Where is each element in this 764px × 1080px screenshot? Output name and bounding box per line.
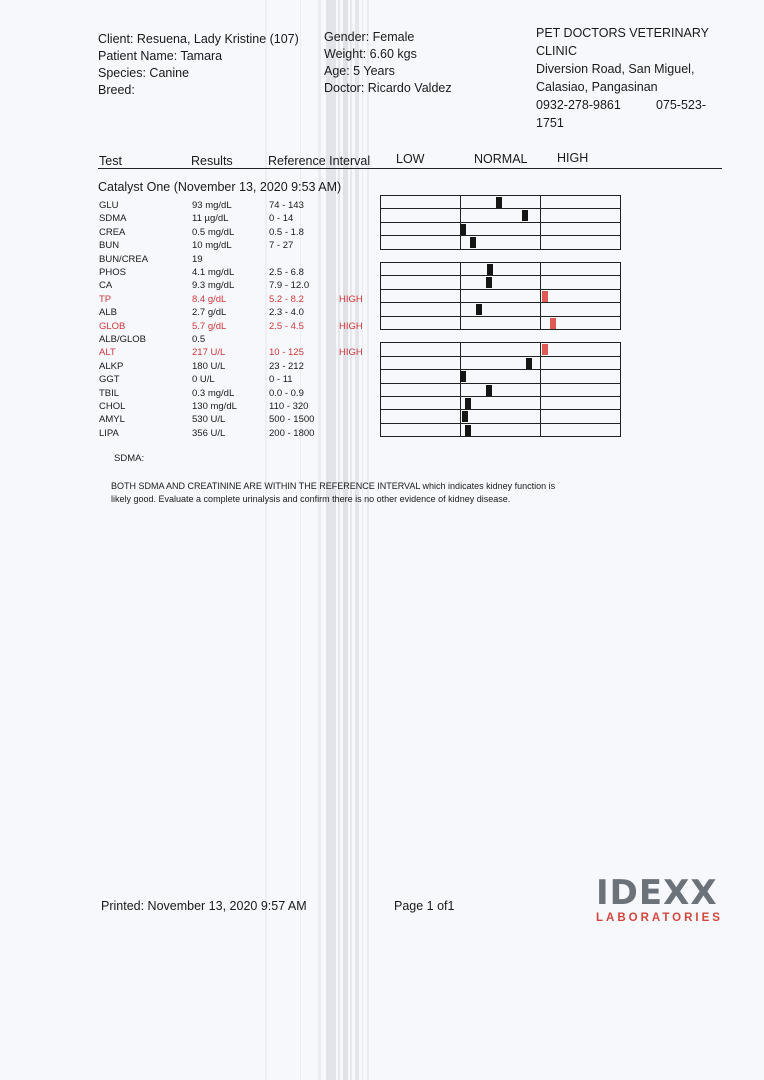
test-reference: 0.5 - 1.8 — [269, 226, 304, 238]
result-marker — [476, 304, 482, 315]
result-marker — [465, 425, 471, 436]
test-result: 11 µg/dL — [192, 213, 229, 225]
chart-divider — [460, 343, 461, 355]
chart-divider — [460, 357, 461, 369]
chart-divider — [460, 236, 461, 248]
test-result: 356 U/L — [192, 427, 226, 439]
test-result: 19 — [192, 253, 203, 265]
col-high: HIGH — [557, 151, 589, 165]
test-result: 5.7 g/dL — [192, 320, 227, 332]
test-result: 0 U/L — [192, 374, 215, 386]
test-result: 10 mg/dL — [192, 240, 232, 252]
chart-row — [381, 290, 620, 303]
col-results: Results — [191, 154, 233, 168]
result-marker — [542, 291, 548, 302]
test-reference: 74 - 143 — [269, 200, 304, 211]
chart-row — [381, 384, 620, 397]
test-name: SDMA — [99, 213, 127, 225]
note-label: SDMA: — [114, 453, 145, 464]
chart-divider — [460, 424, 461, 436]
chart-row — [381, 424, 620, 437]
chart-divider — [460, 397, 461, 409]
test-reference: 2.5 - 6.8 — [269, 267, 304, 278]
header-rule — [98, 168, 722, 169]
test-reference: 10 - 125 — [269, 347, 304, 359]
chart-divider — [540, 196, 541, 208]
test-reference: 2.5 - 4.5 — [269, 320, 304, 332]
chart-divider — [540, 263, 541, 275]
species: Species: Canine — [98, 66, 190, 80]
result-marker — [522, 210, 528, 221]
clinic-phone1: 0932-278-9861 — [536, 98, 621, 112]
printed-timestamp: Printed: November 13, 2020 9:57 AM — [101, 899, 307, 913]
note-body — [111, 480, 611, 506]
breed: Breed: — [98, 83, 135, 97]
test-name: GGT — [99, 374, 120, 386]
patient-name: Patient Name: Tamara — [98, 49, 223, 63]
test-result: 4.1 mg/dL — [192, 267, 235, 278]
col-low: LOW — [396, 152, 425, 166]
clinic-phone2-cont: 1751 — [536, 116, 564, 130]
chart-divider — [540, 370, 541, 382]
clinic-address-line2: Calasiao, Pangasinan — [536, 80, 658, 94]
result-marker — [486, 385, 492, 396]
chart-row — [381, 410, 620, 423]
test-result: 180 U/L — [192, 360, 226, 372]
test-result: 0.3 mg/dL — [192, 387, 235, 399]
chart-divider — [540, 410, 541, 422]
test-result: 0.5 — [192, 334, 206, 345]
test-flag: HIGH — [339, 347, 363, 359]
test-name: GLU — [99, 200, 119, 211]
note-line2: likely good. Evaluate a complete urinalysis and confirm there is no other evidence of kidney disease. — [111, 494, 511, 504]
test-reference: 7 - 27 — [269, 240, 294, 252]
chart-block — [380, 195, 621, 250]
chart-row — [381, 343, 620, 356]
test-reference: 0.0 - 0.9 — [269, 387, 304, 399]
chart-divider — [540, 397, 541, 409]
test-reference: 0 - 11 — [269, 374, 293, 386]
chart-divider — [540, 317, 541, 329]
chart-divider — [540, 209, 541, 221]
col-reference: Reference Interval — [268, 154, 371, 168]
chart-divider — [460, 303, 461, 315]
chart-divider — [460, 276, 461, 288]
test-result: 530 U/L — [192, 414, 226, 426]
test-reference: 7.9 - 12.0 — [269, 280, 310, 292]
chart-divider — [540, 424, 541, 436]
result-marker — [465, 398, 471, 409]
weight: Weight: 6.60 kgs — [324, 47, 417, 61]
chart-row — [381, 263, 620, 276]
test-reference: 0 - 14 — [269, 213, 294, 225]
chart-row — [381, 209, 620, 222]
logo-word: IDEXX — [596, 873, 718, 913]
clinic-phone-row — [536, 96, 706, 114]
col-normal: NORMAL — [474, 152, 528, 166]
test-name: BUN/CREA — [99, 253, 149, 265]
test-name: CHOL — [99, 401, 126, 412]
test-result: 8.4 g/dL — [192, 293, 227, 305]
chart-row — [381, 303, 620, 316]
test-result: 130 mg/dL — [192, 401, 237, 412]
chart-row — [381, 317, 620, 330]
idexx-logo — [596, 873, 728, 924]
test-flag: HIGH — [339, 293, 363, 305]
chart-row — [381, 370, 620, 383]
test-name: GLOB — [99, 320, 126, 332]
result-marker — [526, 358, 532, 369]
chart-row — [381, 236, 620, 249]
test-name: ALT — [99, 347, 116, 359]
result-marker — [462, 411, 468, 422]
chart-row — [381, 196, 620, 209]
test-reference: 23 - 212 — [269, 360, 304, 372]
test-name: TP — [99, 293, 112, 305]
chart-divider — [460, 317, 461, 329]
test-name: AMYL — [99, 414, 125, 426]
chart-block — [380, 262, 621, 330]
test-name: LIPA — [99, 427, 119, 439]
test-name: ALKP — [99, 360, 124, 372]
clinic-info — [536, 24, 736, 132]
client-name: Client: Resuena, Lady Kristine (107) — [98, 32, 299, 46]
result-marker — [460, 224, 466, 235]
clinic-name-line1: PET DOCTORS VETERINARY — [536, 26, 709, 40]
test-result: 0.5 mg/dL — [192, 226, 235, 238]
chart-row — [381, 397, 620, 410]
chart-row — [381, 223, 620, 236]
chart-row — [381, 357, 620, 370]
test-name: CREA — [99, 226, 126, 238]
test-reference: 5.2 - 8.2 — [269, 293, 304, 305]
test-name: BUN — [99, 240, 120, 252]
test-reference: 2.3 - 4.0 — [269, 307, 304, 319]
chart-divider — [540, 223, 541, 235]
chart-divider — [540, 384, 541, 396]
age: Age: 5 Years — [324, 64, 395, 78]
section-title: Catalyst One (November 13, 2020 9:53 AM) — [98, 180, 342, 194]
chart-row — [381, 276, 620, 289]
logo-sub: LABORATORIES — [596, 912, 723, 924]
result-marker — [550, 318, 556, 329]
doctor: Doctor: Ricardo Valdez — [324, 81, 452, 95]
test-name: TBIL — [99, 387, 120, 399]
chart-divider — [540, 303, 541, 315]
clinic-phone2: 075-523- — [655, 98, 706, 112]
note-line1: BOTH SDMA AND CREATININE ARE WITHIN THE REFERENCE INTERVAL which indicates kidney function is — [111, 481, 556, 491]
result-marker — [470, 237, 476, 248]
test-reference: 200 - 1800 — [269, 427, 315, 439]
chart-divider — [540, 236, 541, 248]
result-marker — [496, 197, 502, 208]
result-marker — [542, 344, 548, 355]
test-name: ALB — [99, 307, 117, 319]
test-result: 2.7 g/dL — [192, 307, 227, 319]
chart-divider — [460, 196, 461, 208]
chart-divider — [460, 384, 461, 396]
test-reference: 500 - 1500 — [269, 414, 315, 426]
result-marker — [486, 277, 492, 288]
test-result: 93 mg/dL — [192, 200, 232, 211]
col-test: Test — [99, 154, 122, 168]
chart-divider — [460, 290, 461, 302]
result-marker — [487, 264, 493, 275]
test-name: CA — [99, 280, 113, 292]
chart-divider — [540, 276, 541, 288]
chart-block — [380, 342, 621, 437]
test-flag: HIGH — [339, 320, 363, 332]
test-name: PHOS — [99, 267, 126, 278]
chart-divider — [460, 209, 461, 221]
gender: Gender: Female — [324, 30, 415, 44]
chart-divider — [460, 263, 461, 275]
test-name: ALB/GLOB — [99, 334, 146, 345]
result-marker — [460, 371, 466, 382]
test-result: 9.3 mg/dL — [192, 280, 235, 292]
clinic-name-line2: CLINIC — [536, 44, 577, 58]
page-number: Page 1 of1 — [394, 899, 455, 913]
chart-divider — [540, 357, 541, 369]
test-result: 217 U/L — [192, 347, 226, 359]
test-reference: 110 - 320 — [269, 401, 309, 412]
clinic-address-line1: Diversion Road, San Miguel, — [536, 62, 695, 76]
